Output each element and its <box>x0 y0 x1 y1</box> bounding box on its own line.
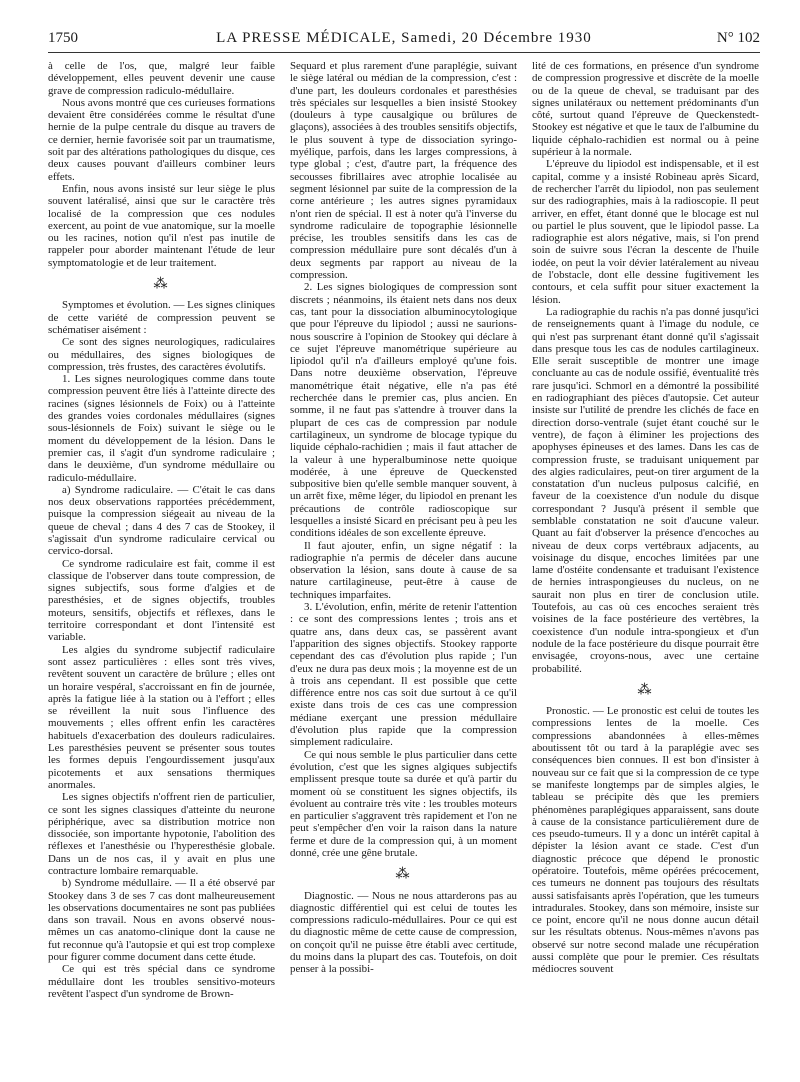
paragraph: Ce qui est très spécial dans ce syndrome médullaire dont les troubles sensitivo-moteurs revêtent l'aspect d'un syndrome de Brown- <box>48 963 275 1000</box>
paragraph: Nous avons montré que ces curieuses formations devaient être considérées comme le résultat d'une hernie de la pulpe centrale du disque au travers de ce dernier, hernie favorisée soit par un traumatisme, soit par des altérations pathologiques du disque, ces deux causes pouvant d'ailleurs combiner leurs effets. <box>48 96 275 183</box>
paragraph: Les signes objectifs n'offrent rien de particulier, ce sont les signes classiques d'atteinte du neurone périphérique, avec sa distribution motrice non dissociée, son importante hypotonie, l'abolition des réflexes et l'anesthésie ou l'hyperesthésie globale. Dans un de nos cas, il y avait en plus une contracture lombaire remarquable. <box>48 791 275 877</box>
column-3 <box>532 60 759 1070</box>
paragraph: Ce syndrome radiculaire est fait, comme il est classique de l'observer dans toute compression, de signes subjectifs, sous forme d'algies et de paresthésies, et de signes objectifs, troubles moteurs, sensitifs, objectifs et réflexes, dans le territoire correspondant et dont l'intensité est variable. <box>48 557 275 644</box>
paragraph: à celle de l'os, que, malgré leur faible développement, elles peuvent devenir une cause grave de compression radiculo-médullaire. <box>48 60 275 97</box>
column-1 <box>48 60 275 1070</box>
section-paragraph-pronostic: Pronostic. — Le pronostic est celui de toutes les compressions lentes de la moelle. Ces compressions abandonnées à elles-mêmes aboutissent tôt ou tard à la paraplégie avec ses conséquences bien connues. Il est bon d'insister à nouveau sur ce fait que si la compression de ce type se manifeste longtemps par de simples algies, le tableau se précipite dès que les premiers phénomènes paraplégiques apparaissent, sans doute à cause de la consistance particulièrement dure de ces pseudo-tumeurs. Il y a donc un intérêt capital à dépister la lésion avant ce stade. C'est d'un diagnostic précoce que dépend le pronostic opératoire. Toutefois, même opérées précocement, ces tumeurs ne donnent pas toujours des résultats aussi satisfaisants après l'opération, que les tumeurs intradurales. Stookey, dans son mémoire, insiste sur ce point, encore qu'il ne nous donne aucun détail sur les résultats obtenus. Nous-mêmes n'avons pas observé sur notre second malade une récupération aussi complète que pour le premier. Ces résultats médiocres souvent <box>532 705 759 976</box>
paragraph: Sequard et plus rarement d'une paraplégie, suivant le siège latéral ou médian de la compression, c'est : d'une part, les douleurs cordonales et paresthésies très spéciales sur lesquelles a bien insisté Stookey (douleurs à type causalgique ou brûlures de glaçons), associées à des troubles sensitifs objectifs, le plus souvent à type de dissociation syringo-myélique, parfois, dans les larges compressions, à type global ; c'est, d'autre part, la fréquence des secousses fibrillaires avec atrophie localisée au segment lésionnel par suite de la compression de la corne antérieure ; les autres signes pyramidaux n'ont rien de spécial. Il est à noter qu'à l'inverse du syndrome radiculaire de topographie lésionnelle précise, les troubles sensitifs dans les cas de compression médullaire pure sont décalés d'un à deux segments par rapport au niveau de la compression. <box>290 60 517 282</box>
paragraph: 2. Les signes biologiques de compression sont discrets ; néanmoins, ils étaient nets dans nos deux cas, tant pour la dissociation albuminocytologique que pour l'épreuve du lipiodol ; aussi ne saurions-nous souscrire à l'opinion de Stookey qui déclare à ce sujet l'épreuve manométrique supérieure au lipiodol qu'il n'a d'ailleurs employé qu'une fois. Dans notre deuxième observation, l'épreuve manométrique était négative, elle n'a pas été recherchée dans le premier cas, plus ancien. En somme, il ne faut pas s'attendre à trouver dans la plupart de ces cas de compression par nodule cartilagineux, un syndrome de blocage typique du liquide céphalo-rachidien ; mais il faut attacher de la valeur à une hyperalbuminose nette quoique modérée, à une épreuve de Queckensted subpositive bien qu'elle semble manquer souvent, à un arrêt fixe, même léger, du lipiodol en prenant les précautions de contrôle radioscopique sur lesquelles a insisté Sicard en précisant peu à peu les conditions idéales de son excellente épreuve. <box>290 281 517 540</box>
issue-number: N° 102 <box>716 30 760 46</box>
paragraph: Les algies du syndrome subjectif radiculaire sont assez particulières : elles sont très vives, revêtent souvent un caractère de brûlure ; elles ont un horaire vespéral, s'accroissant en fin de journée, après la fatigue liée à la station ou à l'effort ; elles se réveillent la nuit sous l'influence des mouvements ; elles offrent enfin les caractères habituels d'exacerbation des douleurs radiculaires. Les paresthésies peuvent se présenter sous toutes les formes depuis l'engourdissement jusqu'aux picotements et aux sensations thermiques anormales. <box>48 643 275 791</box>
paragraph: Enfin, nous avons insisté sur leur siège le plus souvent latéralisé, ainsi que sur le caractère très localisé de la compression que ces nodules exercent, au point de vue anatomique, sur la moelle ou les racines, notion qu'il n'est pas inutile de rappeler pour aborder maintenant l'étude de leur symptomatologie et de leur traitement. <box>48 182 275 269</box>
header-rule <box>48 52 760 53</box>
paragraph: Ce sont des signes neurologiques, radiculaires ou médullaires, des signes biologiques de compression, très frustes, des caractères évolutifs. <box>48 336 275 373</box>
paragraph: a) Syndrome radiculaire. — C'était le cas dans nos deux observations rapportées précédemment, puisque la compression siégeait au niveau de la queue de cheval ; dans 4 des 7 cas de Stookey, il s'agissait d'un syndrome radiculaire cervical ou cervico-dorsal. <box>48 483 275 558</box>
paragraph: lité de ces formations, en présence d'un syndrome de compression progressive et discrète de la moelle ou de la queue de cheval, se traduisant par des signes unilatéraux ou nettement prédominants d'un côté, surtout quand l'épreuve de Queckenstedt-Stookey est négative et que le taux de l'albumine du liquide céphalo-rachidien est normal ou à peine supérieur à la normale. <box>532 60 759 159</box>
paragraph: b) Syndrome médullaire. — Il a été observé par Stookey dans 3 de ses 7 cas dont malheureusement les observations documentaires ne sont pas publiées dans son travail. Nous en avons observé nous-mêmes un cas anatomo-clinique dont la cause ne fut reconnue qu'à l'autopsie et qui est trop complexe pour figurer comme document dans cette étude. <box>48 877 275 964</box>
section-separator: ⁂ <box>637 682 654 698</box>
paragraph: L'épreuve du lipiodol est indispensable, et il est capital, comme y a insisté Robineau après Sicard, de rechercher l'arrêt du lipiodol, non pas seulement sur des radiographies, mais à la radioscopie. Il peut arriver, en effet, étant donné que le blocage est nul ou partiel le plus souvent, que le lipiodol passe. La radiographie est alors négative, mais, si l'on prend soin de suivre sous l'écran la descente de l'huile iodée, on peut la voir dévier latéralement au niveau de l'obstacle, dont elle dessine fugitivement les contours, et cela suffit pour situer exactement la lésion. <box>532 158 759 306</box>
section-paragraph-diagnostic: Diagnostic. — Nous ne nous attarderons pas au diagnostic différentiel qui est celui de toutes les compressions radiculo-médullaires. Pour ce qui est du diagnostic même de cette cause de compression, on conçoit qu'il ne puisse être établi avec certitude, du moins dans la plupart des cas. Toutefois, on doit penser à la possibi- <box>290 889 517 976</box>
paragraph: Il faut ajouter, enfin, un signe négatif : la radiographie n'a permis de déceler dans aucune observation la lésion, sans doute à cause de sa nature cartilagineuse, peut-être à cause de techniques imparfaites. <box>290 539 517 601</box>
section-separator: ⁂ <box>395 867 412 883</box>
page-header <box>48 30 760 50</box>
paragraph: 3. L'évolution, enfin, mérite de retenir l'attention : ce sont des compressions lentes ; trois ans et quatre ans, dans deux cas, se passèrent avant l'apparition des signes objectifs. Stookey rapporte cependant des cas d'évolution plus rapide ; l'un d'eux ne dura pas deux mois ; la moyenne est de un à trois ans cependant. Il est possible que cette différence entre nos cas soit due surtout à ce qu'il existe dans trois de ces cas une compression médiane exerçant une pression médullaire d'évolution plus rapide que la compression simplement radiculaire. <box>290 601 517 749</box>
page-number: 1750 <box>48 30 78 46</box>
paragraph: Ce qui nous semble le plus particulier dans cette évolution, c'est que les signes algiques subjectifs emplissent presque toute sa durée et qu'à partir du moment où se constituent les signes objectifs, ils évoluent au contraire très vite : les troubles moteurs en particulier s'aggravent très rapidement et l'on ne peut s'empêcher d'en voir la raison dans la nature ferme et dure de la compression qui, à un moment donné, crée une gêne brutale. <box>290 748 517 859</box>
journal-title: LA PRESSE MÉDICALE, Samedi, 20 Décembre 1930 <box>216 30 592 46</box>
section-paragraph-symptomes: Symptomes et évolution. — Les signes cliniques de cette variété de compression peuvent se schématiser aisément : <box>48 299 275 336</box>
section-separator: ⁂ <box>153 277 170 293</box>
column-2 <box>290 60 517 1070</box>
paragraph: La radiographie du rachis n'a pas donné jusqu'ici de renseignements quant à l'image du nodule, ce qui n'est pas surprenant étant donné qu'il s'agissait dans presque tous les cas de nodules cartilagineux. Elle serait susceptible de montrer une image concluante au cas de nodule ossifié, éventualité très rare jusqu'ici. Schmorl en a démontré la possibilité en radiographiant des pièces d'autopsie. Cet auteur insiste sur l'utilité de prendre les clichés de face en direction dorso-ventrale (sujet étant couché sur le ventre), de façon à éliminer les projections des apophyses épineuses et des lames. Dans les cas de compression fruste, se traduisant uniquement par des algies radiculaires, peut-on tirer argument de la constatation d'un nucleus pulposus calcifié, en faveur de la coexistence d'un nodule du disque correspondant ? Jusqu'à présent il semble que semblable constatation ne soit d'aucune valeur. Quant au fait d'observer la présence d'encoches au niveau de deux corps vertébraux adjacents, au voisinage du disque, encoches limitées par une lame d'ostéite condensante et traduisant l'existence de hernies intraspongieuses du nucleus, on ne saurait non plus en tirer de conclusion utile. Toutefois, au cas où ces encoches seraient très voisines de la face postérieure des vertèbres, la coexistence d'un nodule intra-spongieux et d'un nodule de la face postérieure du disque pourrait être envisagée, croyons-nous, avec une certaine probabilité. <box>532 305 759 675</box>
paragraph: 1. Les signes neurologiques comme dans toute compression peuvent être liés à l'atteinte directe des racines (signes lésionnels de Foix) ou à l'atteinte des grandes voies cordonales médullaires (signes sous-lésionnels de Foix) suivant le siège ou le moment du développement de la lésion. Dans le premier cas, il s'agit d'un syndrome radiculaire ; dans le deuxième, d'un syndrome médullaire ou radiculo-médullaire. <box>48 373 275 484</box>
